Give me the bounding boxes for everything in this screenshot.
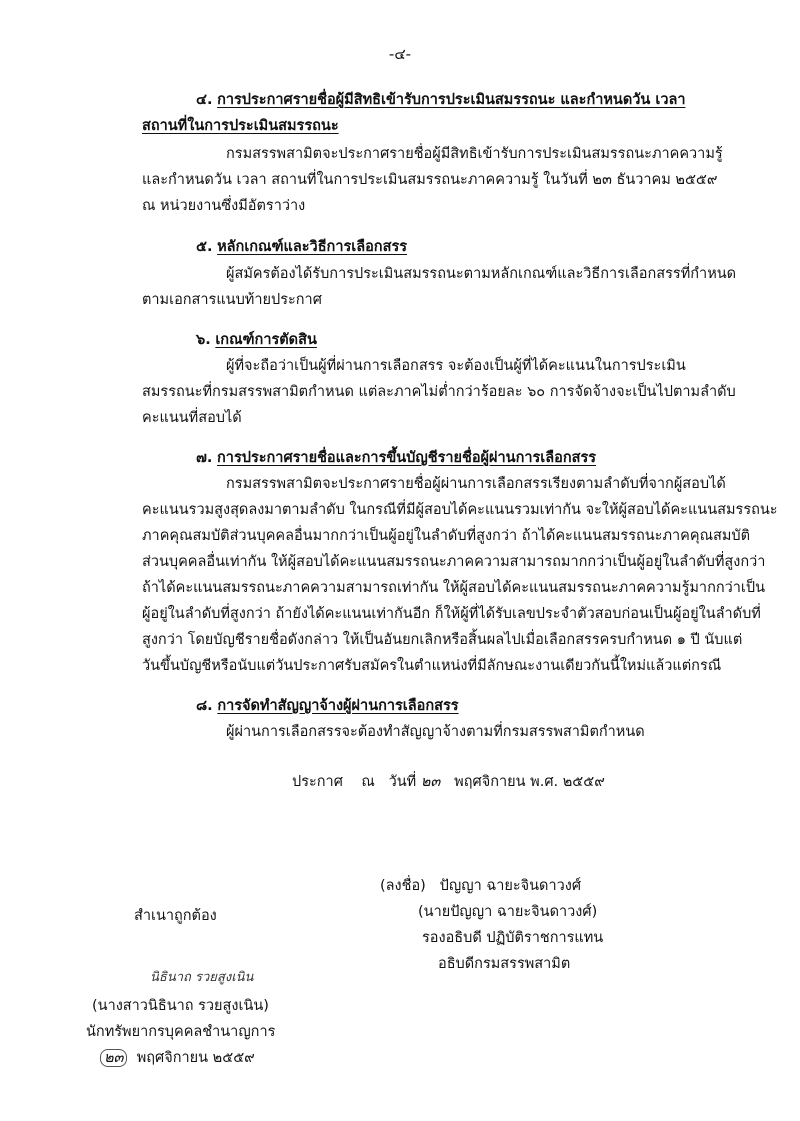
section-4-body-line: ณ หน่วยงานซึ่งมีอัตราว่าง: [142, 198, 306, 214]
announce-month-year: พฤศจิกายน พ.ศ. ๒๕๕๙: [454, 774, 605, 790]
section-4-body-line: และกำหนดวัน เวลา สถานที่ในการประเมินสมรรถนะภาคความรู้ ในวันที่ ๒๓ ธันวาคม ๒๕๕๙: [142, 172, 718, 188]
certified-signature: นิธินาถ รวยสูงเนิน: [150, 970, 254, 985]
section-7-body-line: คะแนนรวมสูงสุดลงมาตามลำดับ ในกรณีที่มีผู้สอบได้คะแนนรวมเท่ากัน จะให้ผู้สอบได้คะแนนสมรรถนะ: [142, 502, 778, 518]
section-4-title-line2: สถานที่ในการประเมินสมรรถนะ: [142, 118, 339, 134]
section-6-heading: [196, 330, 317, 350]
section-8-body-line: ผู้ผ่านการเลือกสรรจะต้องทำสัญญาจ้างตามที่กรมสรรพสามิตกำหนด: [226, 724, 645, 740]
signatory-position-1: รองอธิบดี ปฏิบัติราชการแทน: [422, 930, 604, 946]
section-6-number: ๖.: [196, 332, 211, 348]
certified-date: [100, 1048, 255, 1068]
section-7-heading: [196, 448, 596, 468]
announce-at: ณ: [361, 774, 375, 790]
section-6-body-line: สมรรถนะที่กรมสรรพสามิตกำหนด แต่ละภาคไม่ต่ำกว่าร้อยละ ๖๐ การจัดจ้างจะเป็นไปตามลำดับ: [142, 384, 736, 400]
section-8-title: การจัดทำสัญญาจ้างผู้ผ่านการเลือกสรร: [217, 698, 459, 714]
section-4-number: ๔.: [196, 92, 213, 108]
section-8-number: ๘.: [196, 698, 213, 714]
section-5-heading: [196, 237, 407, 257]
section-5-number: ๕.: [196, 239, 213, 255]
section-7-body-line: ผู้อยู่ในลำดับที่สูงกว่า ถ้ายังได้คะแนนเท่ากันอีก ก็ให้ผู้ที่ได้รับเลขประจำตัวสอบก่อนเป็นผู้อยู่ในลำดับที่: [142, 606, 761, 622]
certified-date-rest: พฤศจิกายน ๒๕๕๙: [136, 1050, 255, 1066]
section-6-body-line: คะแนนที่สอบได้: [142, 410, 242, 426]
section-5-body-line: ผู้สมัครต้องได้รับการประเมินสมรรถนะตามหลักเกณฑ์และวิธีการเลือกสรรที่กำหนด: [226, 266, 737, 282]
section-7-body-line: ถ้าได้คะแนนสมรรถนะภาคความสามารถเท่ากัน ให้ผู้สอบได้คะแนนสมรรถนะภาคความรู้มากกว่าเป็น: [142, 580, 765, 596]
signatory-name: (นายปัญญา ฉายะจินดาวงศ์): [418, 904, 598, 920]
section-7-body-line: สูงกว่า โดยบัญชีรายชื่อดังกล่าว ให้เป็นอันยกเลิกหรือสิ้นผลไปเมื่อเลือกสรรครบกำหนด ๑ ปี นับแต่: [142, 632, 743, 648]
sign-label: (ลงชื่อ): [380, 878, 426, 894]
certified-date-day: ๒๓: [100, 1049, 127, 1067]
section-7-body-line: ภาคคุณสมบัติส่วนบุคคลอื่นมากกว่าเป็นผู้อยู่ในลำดับที่สูงกว่า ถ้าได้คะแนนสมรรถนะภาคคุณสมบัติ: [142, 528, 751, 544]
signature-text: ปัญญา ฉายะจินดาวงศ์: [439, 878, 582, 894]
announce-date: [292, 772, 605, 792]
announce-prefix: ประกาศ: [292, 774, 343, 790]
announce-day: ๒๓: [420, 774, 441, 790]
section-6-body-line: ผู้ที่จะถือว่าเป็นผู้ที่ผ่านการเลือกสรร จะต้องเป็นผู้ที่ได้คะแนนในการประเมิน: [226, 358, 686, 374]
section-7-body-line: วันขึ้นบัญชีหรือนับแต่วันประกาศรับสมัครในตำแหน่งที่มีลักษณะงานเดียวกันนี้ใหม่แล้วแต่กรณี: [142, 658, 722, 674]
section-7-title: การประกาศรายชื่อและการขึ้นบัญชีรายชื่อผู้ผ่านการเลือกสรร: [217, 450, 597, 466]
certified-title: สำเนาถูกต้อง: [134, 908, 217, 924]
announce-day-label: วันที่: [388, 774, 417, 790]
section-7-body-line: กรมสรรพสามิตจะประกาศรายชื่อผู้ผ่านการเลือกสรรเรียงตามลำดับที่จากผู้สอบได้: [226, 476, 726, 492]
section-4-heading: [196, 90, 685, 110]
section-4-body-line: กรมสรรพสามิตจะประกาศรายชื่อผู้มีสิทธิเข้ารับการประเมินสมรรถนะภาคความรู้: [226, 146, 723, 162]
section-5-body-line: ตามเอกสารแนบท้ายประกาศ: [142, 292, 322, 308]
certified-position: นักทรัพยากรบุคคลชำนาญการ: [86, 1024, 276, 1040]
section-5-title: หลักเกณฑ์และวิธีการเลือกสรร: [217, 239, 408, 255]
section-4-title-line1: การประกาศรายชื่อผู้มีสิทธิเข้ารับการประเมินสมรรถนะ และกำหนดวัน เวลา: [217, 92, 686, 108]
certified-name: (นางสาวนิธินาถ รวยสูงเนิน): [92, 998, 269, 1014]
section-8-heading: [196, 696, 459, 716]
section-7-body-line: ส่วนบุคคลอื่นเท่ากัน ให้ผู้สอบได้คะแนนสมรรถนะภาคความสามารถมากกว่าเป็นผู้อยู่ในลำดับที่สูงกว่า: [142, 554, 766, 570]
page-number: -๔-: [388, 45, 412, 63]
section-7-number: ๗.: [196, 450, 213, 466]
signatory-position-2: อธิบดีกรมสรรพสามิต: [438, 956, 571, 972]
signatory-sign-line: [380, 876, 581, 896]
section-6-title: เกณฑ์การตัดสิน: [215, 332, 317, 348]
